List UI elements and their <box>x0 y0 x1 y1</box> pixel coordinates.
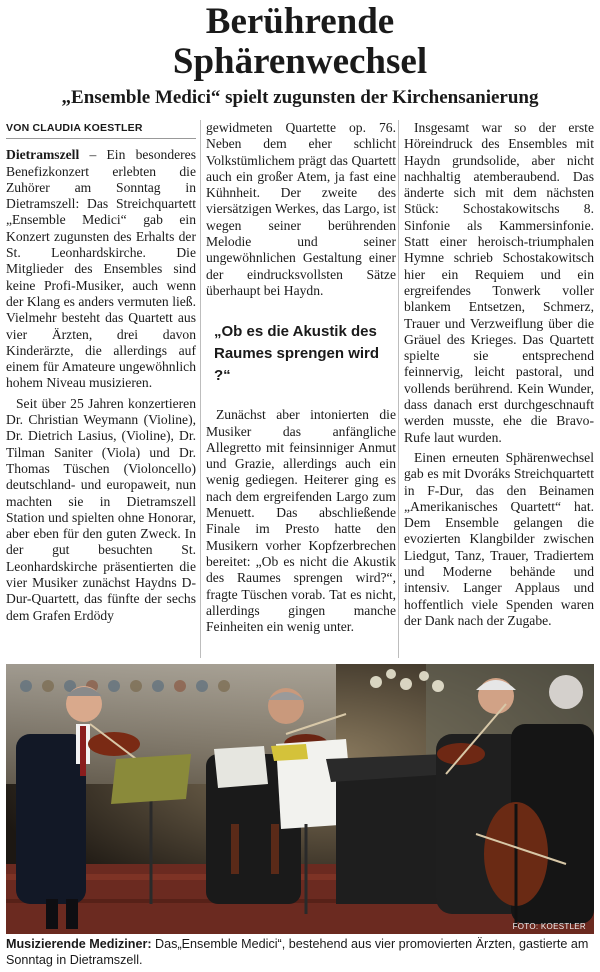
article-column-1 <box>6 120 196 624</box>
article-column-2 <box>206 120 396 635</box>
byline: VON CLAUDIA KOESTLER <box>6 120 196 139</box>
caption-lead: Musizierende Mediziner: <box>6 937 152 951</box>
article-paragraph: Insgesamt war so der erste Höreindruck des Ensembles mit Haydn grundsolide, aber nicht nachhaltig atemberaubend. Das änderte sich mit dem nächsten Stück: Schostakowitschs 8. Sinfonie als Kammersinfonie. Statt einer heroisch-triumphalen Hymne schrieb Schostakowitsch hier ein Requiem und ein ergreifendes Tonwerk voller blankem Entsetzen, Schmerz, Trauer und Verzweiflung über die Gräuel des Krieges. Das Quartett spielte sie entsprechend feinnervig, leicht pastoral, und vollends berührend. Kein Wunder, dass danach erst durchgeschnauft werden musste, ehe die Bravo-Rufe laut wurden. <box>404 120 594 445</box>
caption-text: Das„Ensemble Medici“, bestehend aus vier promovierten Ärzten, gastierte am Sonntag in Dietramszell. <box>6 937 589 967</box>
photo-credit: FOTO: KOESTLER <box>512 922 586 931</box>
quartet-illustration <box>6 664 594 934</box>
subheadline: „Ensemble Medici“ spielt zugunsten der Kirchensanierung <box>61 87 539 108</box>
column-rule <box>398 120 399 658</box>
pull-quote: „Ob es die Akustik des Raumes sprengen wird ?“ <box>214 323 380 385</box>
article-paragraph: Zunächst aber intonierten die Musiker das anfängliche Allegretto mit feinsinniger Anmut und Grazie, allerdings auch ein wenig gediegen. Heiterer ging es nach dem ergreifenden Largo zum Menuett. Das abschließende Finale im Presto hatte den Musikern vorher Kopfzerbrechen bereitet: „Ob es nicht die Akustik des Raumes sprengen wird?“, fragte Tüschen vorab. Tat es nicht, allerdings gingen manche Feinheiten ein wenig unter. <box>206 407 396 635</box>
article-paragraph <box>6 147 196 391</box>
headline-line-2: Sphärenwechsel <box>172 41 428 82</box>
article-column-3 <box>404 120 594 629</box>
column-rule <box>200 120 201 658</box>
headline <box>0 2 600 82</box>
article-paragraph: Einen erneuten Sphärenwechsel gab es mit Dvoráks Streichquartett in F-Dur, das den Beinamen „Amerikanisches Quartett“ hat. Dem Ensemble gelangen die evozierten Klangbilder zwischen Liedgut, Tanz, Trauer, Tradiertem und Moderne behände und intensiv. Langer Applaus und hoffentlich viele Spenden waren der Dank nach der Zugabe. <box>404 449 594 628</box>
concert-photo <box>6 664 594 934</box>
paragraph-text: – Ein besonderes Benefizkonzert erlebten die Zuhörer am Sonntag in Dietramszell: Das Streichquartett „Ensemble Medici“ gab ein Konzert zugunsten des Erhalts der St. Leonhardskirche. Die Mitglieder des Ensembles sind keine Profi-Musiker, auch wenn der Klang es anders vermuten ließ. Vielmehr besteht das Quartett aus vier Ärzten, drei davon Kinderärzte, die allerdings auf einem für Amateure ungewöhnlich hohem Niveau musizieren. <box>6 147 196 391</box>
headline-line-1: Berührende <box>205 1 395 42</box>
dateline: Dietramszell <box>6 147 80 163</box>
article-paragraph: gewidmeten Quartette op. 76. Neben dem eher schlicht Volkstümlichem prägt das Quartett auch ein großer Atem, ja fast eine Kühnheit. Der zweite des viersätzigen Werkes, das Largo, ist wegen seiner berührenden Melodie und seiner ungewöhnlichen Gestaltung einer der eindrucksvollsten Sätze überhaupt bei Haydn. <box>206 120 396 298</box>
article-paragraph: Seit über 25 Jahren konzertieren Dr. Christian Weymann (Violine), Dr. Dietrich Lasius, (Violine), Dr. Tilman Saniter (Viola) und Dr. Thomas Tüschen (Violoncello) deutschland- und europaweit, nun machten sie in Dietramszell Station und spielten ohne Honorar, aber eben für den guten Zweck. In der gut besuchten St. Leonhardskirche präsentierten die vier Musiker zunächst Haydns D-Dur-Quartett, das fünfte der sechs dem Grafen Erdödy <box>6 395 196 623</box>
photo-caption <box>6 936 596 968</box>
